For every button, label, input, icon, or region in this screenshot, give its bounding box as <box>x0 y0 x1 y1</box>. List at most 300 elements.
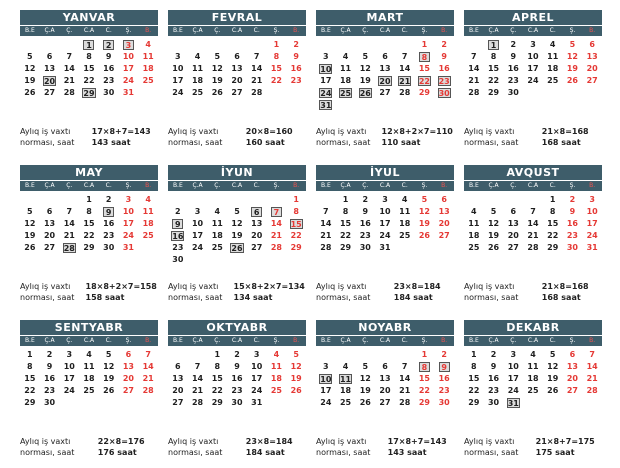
day-cell <box>464 242 484 254</box>
day-cell <box>59 75 79 87</box>
day-number: 7 <box>323 207 329 216</box>
weekday-label: C. <box>549 27 556 34</box>
month-block <box>168 165 306 313</box>
day-cell <box>464 349 484 361</box>
day-cell <box>188 63 208 75</box>
day-number: 5 <box>27 52 33 61</box>
weekday-label: C.A <box>83 182 95 189</box>
day-cell <box>484 349 504 361</box>
holiday-day-cell <box>415 361 435 373</box>
work-hours-norm <box>168 436 306 458</box>
month-block <box>464 320 602 468</box>
day-number: 27 <box>122 386 134 395</box>
day-cell <box>484 51 504 63</box>
day-cell <box>247 51 267 63</box>
day-cell <box>523 218 543 230</box>
weekday-header <box>464 181 602 191</box>
day-number: 17 <box>320 76 332 85</box>
day-number: 26 <box>290 386 302 395</box>
day-number: 2 <box>362 195 369 204</box>
day-cell <box>375 385 395 397</box>
day-cell <box>59 51 79 63</box>
day-cell <box>582 361 602 373</box>
day-number: 10 <box>251 362 263 371</box>
norm-formula: 12×8+2×7=110 <box>381 127 453 136</box>
day-grid <box>316 39 454 111</box>
empty-day-cell <box>316 39 336 51</box>
day-cell <box>355 385 375 397</box>
day-number: 13 <box>586 52 598 61</box>
day-number: 3 <box>66 350 73 359</box>
day-cell <box>484 242 504 254</box>
day-cell <box>415 230 435 242</box>
norm-label: Aylıq iş vaxtı <box>168 437 219 446</box>
month-block <box>20 10 158 158</box>
day-number: 20 <box>586 64 598 73</box>
weekday-label: C.A <box>231 182 243 189</box>
day-grid <box>168 194 306 266</box>
day-cell <box>355 397 375 409</box>
day-number: 10 <box>320 375 332 384</box>
day-cell <box>355 230 375 242</box>
weekday-label: C.A <box>83 337 95 344</box>
weekday-label: B.E <box>24 337 35 344</box>
day-cell <box>395 63 415 75</box>
day-cell <box>99 242 119 254</box>
day-grid <box>464 349 602 409</box>
day-cell <box>336 63 356 75</box>
empty-day-cell <box>40 39 60 51</box>
day-cell <box>207 242 227 254</box>
day-cell <box>464 63 484 75</box>
day-number: 19 <box>487 231 500 240</box>
empty-day-cell <box>267 194 287 206</box>
day-number: 3 <box>530 40 536 49</box>
day-cell <box>207 349 227 361</box>
day-number: 24 <box>172 88 184 97</box>
day-cell <box>503 39 523 51</box>
empty-day-cell <box>168 194 188 206</box>
day-cell <box>582 75 602 87</box>
holiday-day-cell <box>316 373 336 385</box>
day-number: 19 <box>24 76 36 85</box>
day-number: 25 <box>142 231 154 240</box>
day-cell <box>582 194 602 206</box>
weekday-label: B.E <box>320 182 331 189</box>
day-number: 2 <box>105 195 112 204</box>
day-cell <box>59 218 79 230</box>
day-cell <box>582 230 602 242</box>
day-number: 5 <box>362 52 369 61</box>
day-cell <box>503 361 523 373</box>
norm-total: 176 saat <box>97 448 137 457</box>
empty-day-cell <box>59 39 79 51</box>
day-cell <box>40 230 60 242</box>
day-cell <box>168 361 188 373</box>
day-cell <box>40 51 60 63</box>
day-cell <box>484 63 504 75</box>
day-number: 20 <box>122 374 134 383</box>
norm-label: Aylıq iş vaxtı <box>464 437 515 446</box>
day-cell <box>464 373 484 385</box>
day-cell <box>168 242 188 254</box>
day-cell <box>188 230 208 242</box>
norm-label: Aylıq iş vaxtı <box>20 282 71 291</box>
day-cell <box>415 63 435 75</box>
weekday-label: Ş. <box>125 337 132 344</box>
day-number: 30 <box>507 88 519 97</box>
day-number: 28 <box>399 398 411 407</box>
day-number: 16 <box>103 219 115 228</box>
day-number: 11 <box>527 362 539 371</box>
day-cell <box>138 230 158 242</box>
day-cell <box>543 206 563 218</box>
day-cell <box>503 385 523 397</box>
day-number: 4 <box>194 52 201 61</box>
day-number: 10 <box>172 64 184 73</box>
day-cell <box>99 230 119 242</box>
day-number: 6 <box>441 195 447 204</box>
day-number: 24 <box>379 231 391 240</box>
day-cell <box>563 51 583 63</box>
day-number: 29 <box>339 243 352 252</box>
day-cell <box>99 361 119 373</box>
day-number: 16 <box>290 64 302 73</box>
day-cell <box>99 87 119 99</box>
day-number: 27 <box>172 398 184 407</box>
day-number: 11 <box>83 362 95 371</box>
day-number: 13 <box>507 219 519 228</box>
empty-day-cell <box>247 194 267 206</box>
day-number: 19 <box>231 231 243 240</box>
day-number: 3 <box>323 362 329 371</box>
weekday-label: Ç. <box>362 337 369 344</box>
holiday-day-cell <box>316 99 336 111</box>
day-number: 7 <box>271 207 282 217</box>
day-number: 26 <box>566 76 578 85</box>
day-cell <box>267 349 287 361</box>
day-cell <box>286 385 306 397</box>
day-cell <box>395 361 415 373</box>
day-cell <box>434 218 454 230</box>
day-cell <box>563 63 583 75</box>
empty-day-cell <box>168 39 188 51</box>
day-cell <box>207 75 227 87</box>
day-number: 16 <box>172 232 184 241</box>
day-number: 2 <box>103 40 114 50</box>
day-number: 23 <box>507 76 519 85</box>
day-cell <box>375 63 395 75</box>
empty-day-cell <box>375 349 395 361</box>
day-number: 25 <box>211 243 223 252</box>
day-number: 26 <box>24 243 36 252</box>
work-hours-norm <box>168 281 306 303</box>
norm-label: norması, saat <box>464 138 519 147</box>
day-cell <box>503 75 523 87</box>
day-cell <box>395 230 415 242</box>
day-cell <box>227 385 247 397</box>
day-number: 23 <box>438 77 450 86</box>
empty-day-cell <box>227 39 247 51</box>
day-number: 15 <box>83 219 95 228</box>
day-number: 7 <box>589 350 595 359</box>
day-cell <box>355 361 375 373</box>
day-cell <box>247 75 267 87</box>
day-number: 25 <box>270 386 282 395</box>
day-cell <box>523 349 543 361</box>
day-cell <box>99 373 119 385</box>
holiday-day-cell <box>336 87 356 99</box>
work-hours-norm <box>20 281 158 303</box>
day-number: 7 <box>66 52 73 61</box>
day-cell <box>20 206 40 218</box>
empty-day-cell <box>207 39 227 51</box>
day-number: 19 <box>211 76 223 85</box>
day-cell <box>207 63 227 75</box>
day-number: 30 <box>438 89 450 98</box>
day-cell <box>543 349 563 361</box>
day-number: 14 <box>191 374 204 383</box>
day-cell <box>188 51 208 63</box>
day-cell <box>267 75 287 87</box>
day-number: 16 <box>103 64 115 73</box>
day-number: 4 <box>530 350 536 359</box>
weekday-label: C.A <box>527 182 539 189</box>
day-number: 23 <box>566 231 578 240</box>
day-number: 18 <box>142 64 154 73</box>
weekday-label: Ç. <box>510 337 517 344</box>
day-number: 25 <box>339 398 352 407</box>
day-number: 15 <box>547 219 559 228</box>
day-number: 25 <box>339 89 352 98</box>
day-cell <box>99 63 119 75</box>
weekday-header <box>168 181 306 191</box>
norm-label: norması, saat <box>20 448 75 457</box>
day-cell <box>286 349 306 361</box>
day-number: 11 <box>339 375 352 384</box>
day-cell <box>316 385 336 397</box>
day-cell <box>503 230 523 242</box>
day-cell <box>395 51 415 63</box>
day-cell <box>227 51 247 63</box>
day-number: 6 <box>46 52 53 61</box>
day-cell <box>375 242 395 254</box>
day-cell <box>543 242 563 254</box>
day-number: 10 <box>63 362 75 371</box>
day-cell <box>395 385 415 397</box>
day-number: 22 <box>418 386 430 395</box>
day-cell <box>227 397 247 409</box>
day-number: 28 <box>527 243 539 252</box>
day-number: 10 <box>527 52 539 61</box>
day-number: 22 <box>270 76 282 85</box>
day-cell <box>119 63 139 75</box>
day-number: 18 <box>211 231 223 240</box>
weekday-label: C.A <box>527 337 539 344</box>
day-cell <box>464 218 484 230</box>
day-cell <box>207 206 227 218</box>
day-cell <box>375 361 395 373</box>
day-number: 30 <box>103 243 115 252</box>
weekday-header <box>20 181 158 191</box>
day-number: 10 <box>507 362 519 371</box>
holiday-day-cell <box>99 39 119 51</box>
day-number: 1 <box>471 350 477 359</box>
day-cell <box>395 206 415 218</box>
day-number: 16 <box>359 219 371 228</box>
day-number: 11 <box>468 219 480 228</box>
day-cell <box>188 397 208 409</box>
day-cell <box>99 194 119 206</box>
day-number: 12 <box>231 219 243 228</box>
day-cell <box>523 242 543 254</box>
day-cell <box>168 397 188 409</box>
day-number: 26 <box>231 244 243 253</box>
day-number: 27 <box>43 243 56 252</box>
day-number: 22 <box>290 231 302 240</box>
weekday-header <box>316 336 454 346</box>
day-number: 14 <box>586 362 598 371</box>
day-cell <box>503 206 523 218</box>
day-number: 12 <box>418 207 430 216</box>
day-number: 22 <box>211 386 223 395</box>
weekday-header <box>316 181 454 191</box>
day-number: 23 <box>438 386 450 395</box>
day-number: 5 <box>234 207 240 216</box>
day-number: 8 <box>27 362 33 371</box>
day-number: 21 <box>527 231 539 240</box>
day-cell <box>207 397 227 409</box>
month-block <box>464 165 602 313</box>
day-number: 1 <box>27 350 33 359</box>
day-cell <box>168 63 188 75</box>
day-cell <box>227 218 247 230</box>
day-grid <box>464 39 602 99</box>
day-cell <box>286 63 306 75</box>
weekday-label: B.E <box>468 182 479 189</box>
norm-label: Aylıq iş vaxtı <box>168 127 219 136</box>
weekday-label: C. <box>549 337 556 344</box>
day-number: 2 <box>510 40 517 49</box>
day-number: 7 <box>194 362 201 371</box>
day-number: 17 <box>191 231 204 240</box>
month-title: OKTYABR <box>168 320 306 335</box>
month-title: İYUL <box>316 165 454 180</box>
day-number: 19 <box>24 231 36 240</box>
day-cell <box>543 218 563 230</box>
day-number: 24 <box>122 76 134 85</box>
day-number: 9 <box>510 52 517 61</box>
day-cell <box>316 206 336 218</box>
day-number: 2 <box>175 207 181 216</box>
day-number: 15 <box>290 220 302 229</box>
day-number: 27 <box>379 88 391 97</box>
day-number: 11 <box>142 52 154 61</box>
day-cell <box>119 51 139 63</box>
weekday-header <box>316 26 454 36</box>
day-cell <box>119 361 139 373</box>
day-cell <box>503 373 523 385</box>
day-number: 3 <box>323 52 329 61</box>
day-number: 23 <box>172 243 184 252</box>
norm-label: Aylıq iş vaxtı <box>464 282 515 291</box>
day-cell <box>138 63 158 75</box>
weekday-label: Ç.A <box>44 337 55 344</box>
day-cell <box>336 51 356 63</box>
day-cell <box>336 194 356 206</box>
empty-day-cell <box>40 194 60 206</box>
weekday-label: Ç.A <box>192 27 203 34</box>
day-number: 13 <box>43 219 56 228</box>
weekday-label: B.E <box>24 182 35 189</box>
day-cell <box>79 230 99 242</box>
day-number: 9 <box>105 52 112 61</box>
day-cell <box>59 385 79 397</box>
day-number: 7 <box>66 207 73 216</box>
day-number: 20 <box>379 386 391 395</box>
day-number: 16 <box>438 374 450 383</box>
day-cell <box>79 218 99 230</box>
norm-total: 168 saat <box>541 138 581 147</box>
day-cell <box>138 206 158 218</box>
day-number: 23 <box>487 386 500 395</box>
day-cell <box>267 361 287 373</box>
weekday-label: Ç.A <box>488 27 499 34</box>
day-number: 3 <box>510 350 517 359</box>
empty-day-cell <box>464 39 484 51</box>
work-hours-norm <box>316 281 454 303</box>
day-number: 2 <box>293 40 299 49</box>
day-number: 1 <box>214 350 221 359</box>
day-number: 27 <box>507 243 519 252</box>
day-cell <box>188 385 208 397</box>
day-number: 15 <box>418 374 430 383</box>
day-cell <box>484 87 504 99</box>
day-cell <box>503 218 523 230</box>
day-number: 8 <box>342 207 349 216</box>
day-number: 17 <box>251 374 263 383</box>
day-number: 7 <box>145 350 151 359</box>
day-number: 19 <box>290 374 302 383</box>
day-cell <box>20 361 40 373</box>
day-cell <box>316 397 336 409</box>
norm-total: 184 saat <box>393 293 433 302</box>
day-cell <box>355 63 375 75</box>
day-cell <box>99 218 119 230</box>
day-number: 5 <box>569 40 576 49</box>
month-title: DEKABR <box>464 320 602 335</box>
day-cell <box>138 218 158 230</box>
day-cell <box>207 361 227 373</box>
empty-day-cell <box>336 39 356 51</box>
day-number: 6 <box>589 40 595 49</box>
day-cell <box>20 385 40 397</box>
norm-formula: 23×8=184 <box>393 282 441 291</box>
weekday-label: C. <box>253 337 260 344</box>
day-number: 19 <box>418 219 430 228</box>
day-number: 9 <box>362 207 369 216</box>
day-cell <box>267 230 287 242</box>
day-cell <box>375 206 395 218</box>
day-number: 28 <box>586 386 598 395</box>
day-number: 27 <box>43 88 56 97</box>
day-number: 17 <box>122 64 134 73</box>
day-number: 16 <box>507 64 519 73</box>
day-cell <box>20 373 40 385</box>
day-number: 22 <box>83 231 95 240</box>
month-title: APREL <box>464 10 602 25</box>
day-number: 8 <box>419 362 430 372</box>
